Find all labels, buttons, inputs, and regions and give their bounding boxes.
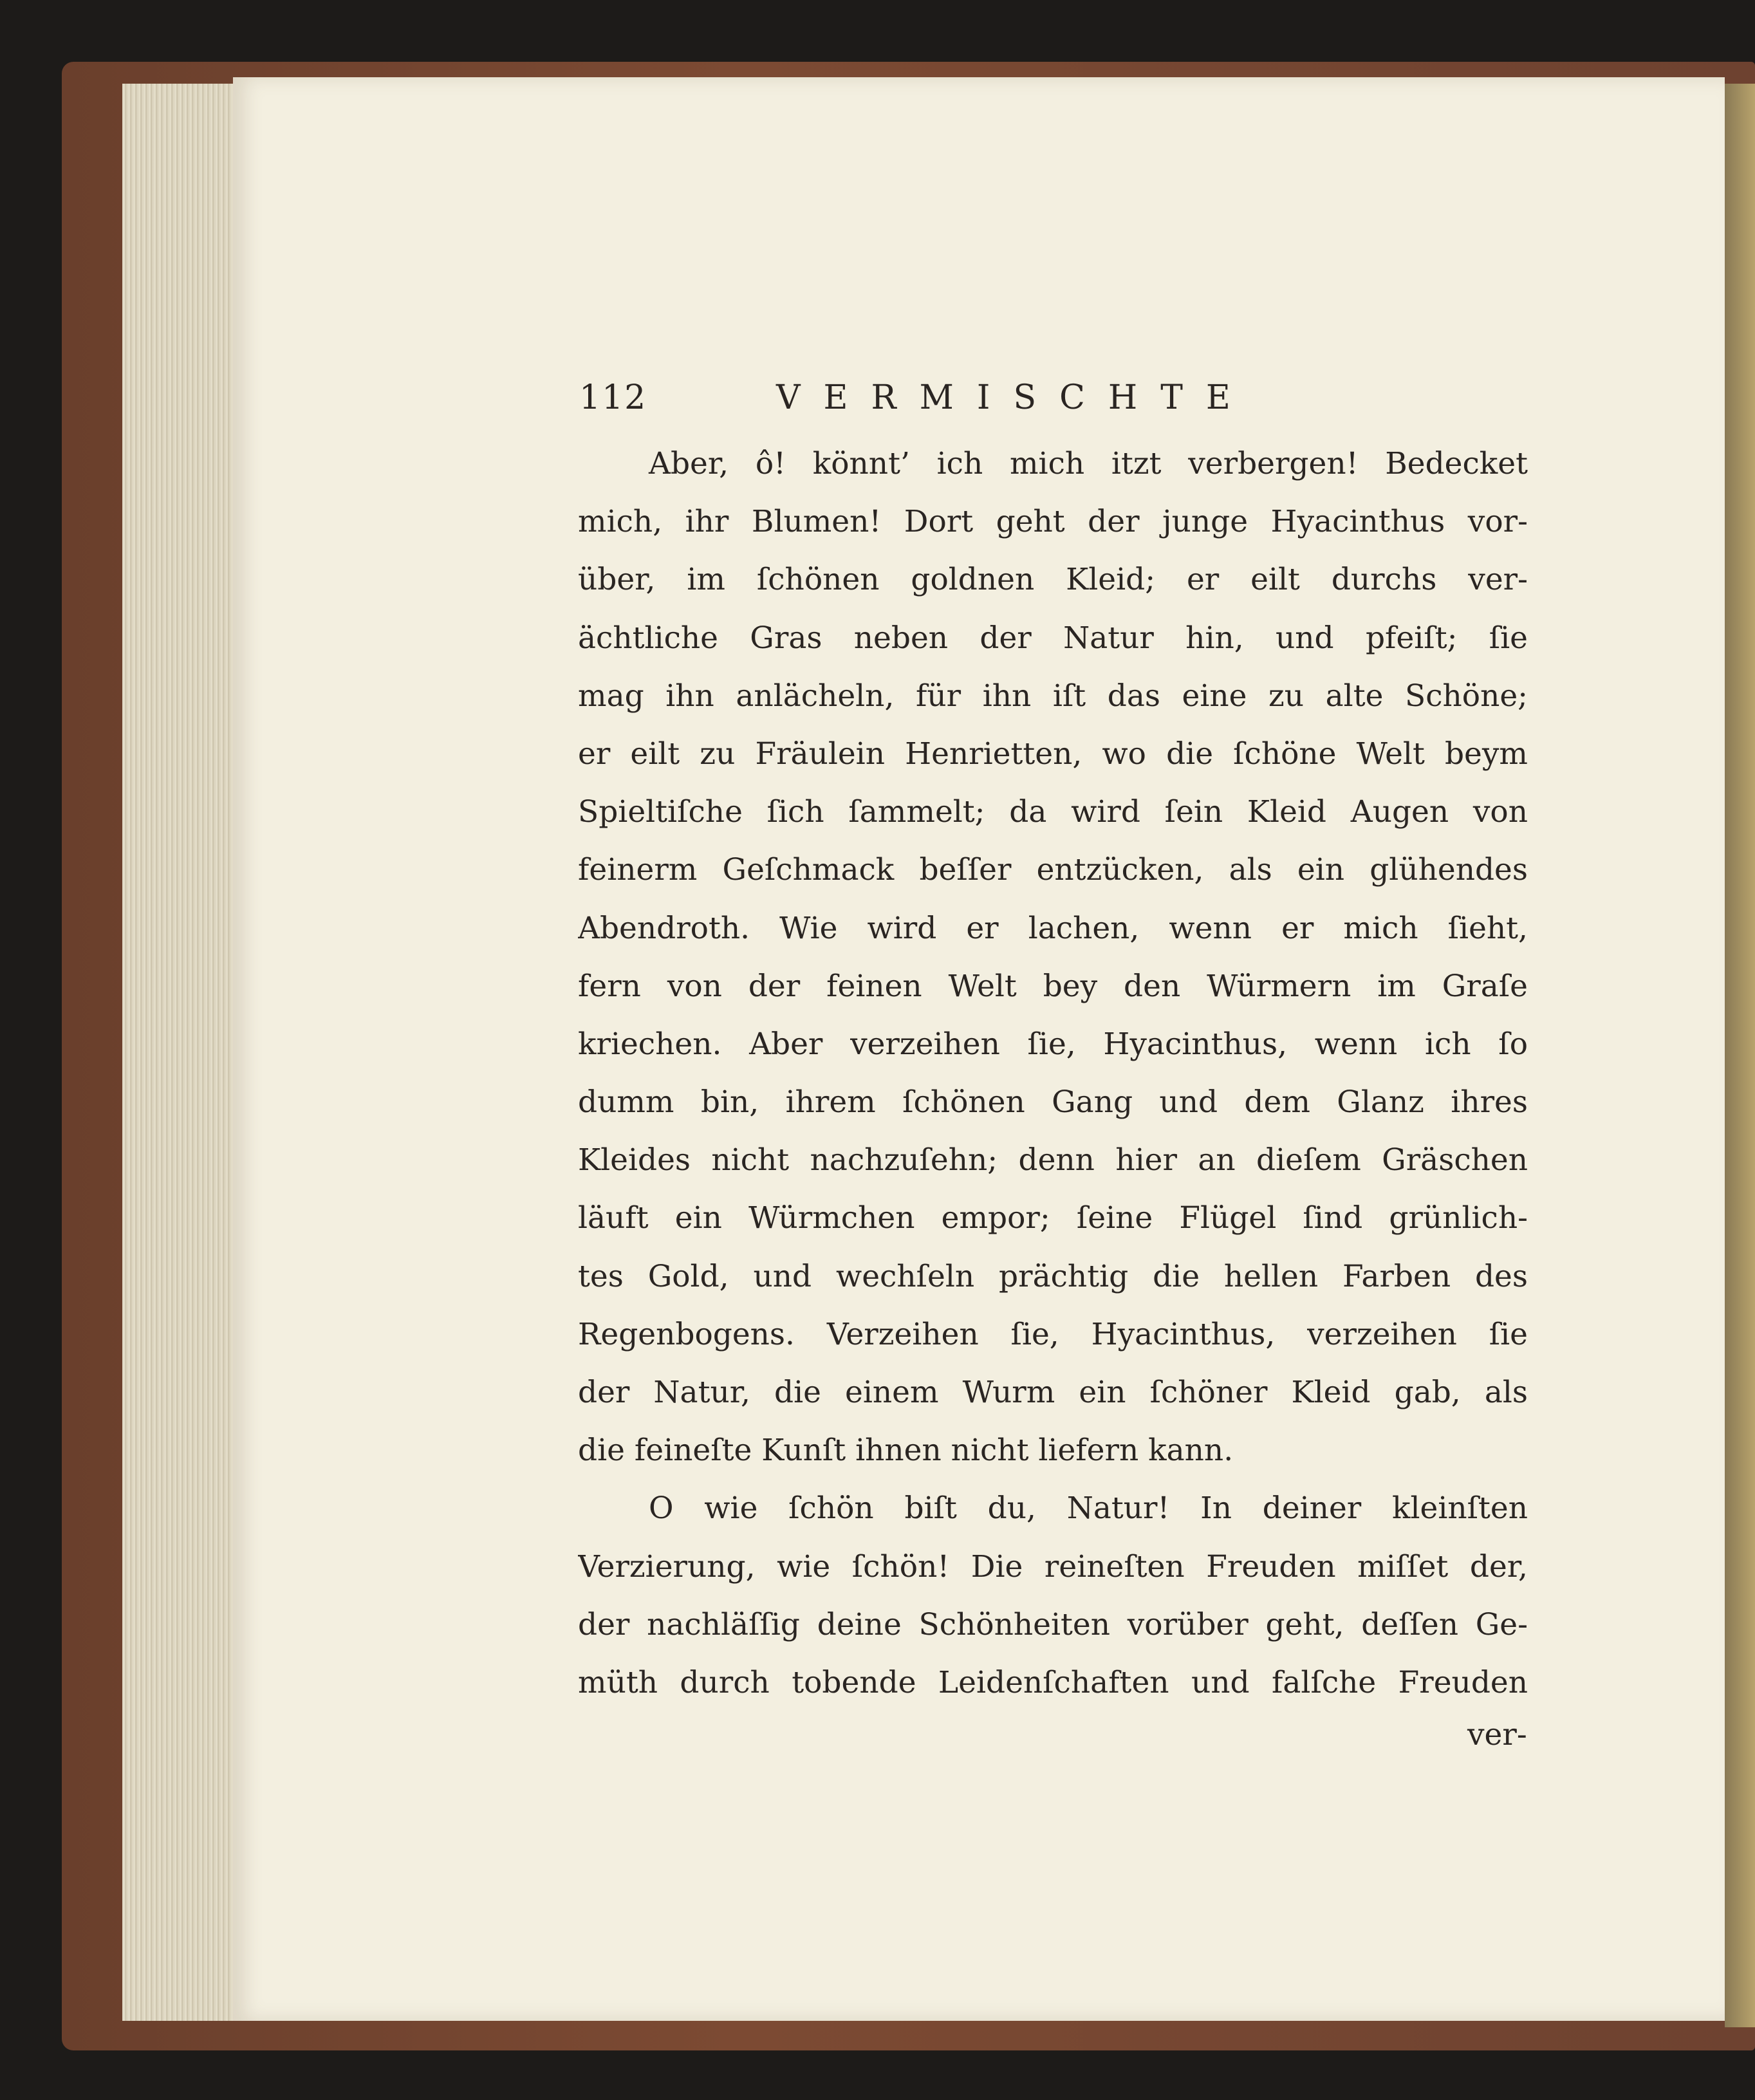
- text-line: läuft ein Würmchen empor; ſeine Flügel ſind grünlich-: [578, 1200, 1528, 1236]
- page-gutter-strip: [1725, 84, 1755, 2027]
- body-text: [578, 435, 1528, 1712]
- text-line: ächtliche Gras neben der Natur hin, und pfeiſt; ſie: [578, 620, 1528, 656]
- text-line: müth durch tobende Leidenſchaften und falſche Freuden: [578, 1664, 1528, 1700]
- text-line: der nachläſſig deine Schönheiten vorüber geht, deſſen Ge-: [578, 1606, 1528, 1642]
- catchword: ver-: [1467, 1717, 1527, 1752]
- page-edges: [122, 84, 251, 2021]
- text-line: feinerm Geſchmack beſſer entzücken, als ein glühendes: [578, 852, 1528, 888]
- text-line: fern von der feinen Welt bey den Würmern im Graſe: [578, 968, 1528, 1004]
- page-number: 112: [579, 378, 647, 417]
- text-line: dumm bin, ihrem ſchönen Gang und dem Glanz ihres: [578, 1084, 1528, 1120]
- text-line: der Natur, die einem Wurm ein ſchöner Kleid gab, als: [578, 1375, 1528, 1410]
- text-line: Verzierung, wie ſchön! Die reineſten Freuden miſſet der,: [578, 1548, 1528, 1584]
- text-line: die feineſte Kunſt ihnen nicht liefern kann.: [578, 1433, 1234, 1469]
- text-line: Spieltiſche ſich ſammelt; da wird ſein Kleid Augen von: [578, 794, 1528, 830]
- text-line: Aber, ô! könnt’ ich mich itzt verbergen! Bedecket: [649, 446, 1528, 481]
- text-line: Kleides nicht nachzuſehn; denn hier an dieſem Gräschen: [578, 1142, 1528, 1178]
- running-head: VERMISCHTE: [776, 378, 1254, 417]
- text-line: über, im ſchönen goldnen Kleid; er eilt durchs ver-: [578, 562, 1528, 598]
- text-line: tes Gold, und wechſeln prächtig die hellen Farben des: [578, 1258, 1528, 1294]
- page-header: [579, 378, 1545, 430]
- text-line: mich, ihr Blumen! Dort geht der junge Hyacinthus vor-: [578, 504, 1528, 540]
- text-line: er eilt zu Fräulein Henrietten, wo die ſchöne Welt beym: [578, 736, 1528, 772]
- text-line: mag ihn anlächeln, für ihn iſt das eine zu alte Schöne;: [578, 678, 1528, 714]
- text-line: O wie ſchön biſt du, Natur! In deiner kleinſten: [649, 1491, 1528, 1527]
- text-line: kriechen. Aber verzeihen ſie, Hyacinthus, wenn ich ſo: [578, 1026, 1528, 1062]
- text-line: Regenbogens. Verzeihen ſie, Hyacinthus, verzeihen ſie: [578, 1316, 1528, 1352]
- text-line: Abendroth. Wie wird er lachen, wenn er mich ſieht,: [578, 910, 1528, 946]
